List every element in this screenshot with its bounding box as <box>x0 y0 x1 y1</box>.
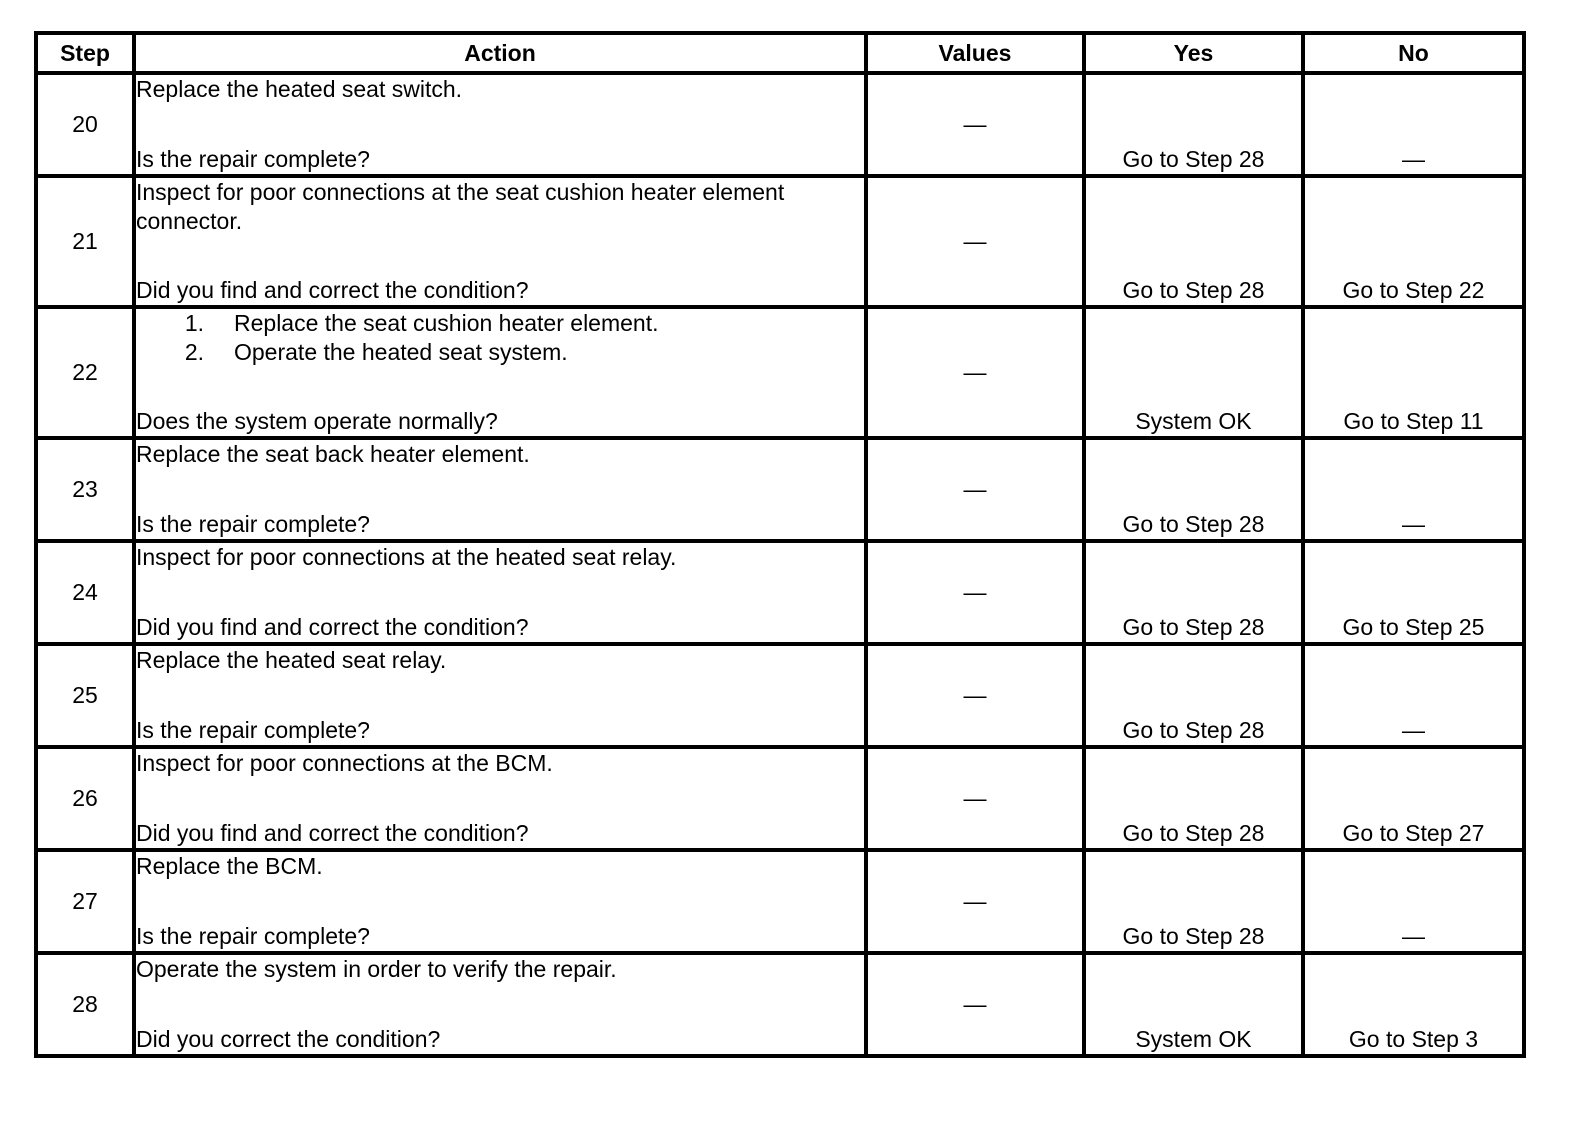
no-cell: — <box>1303 644 1524 747</box>
action-cell <box>134 176 866 307</box>
table-row <box>36 541 1524 644</box>
table-row <box>36 953 1524 1056</box>
header-yes: Yes <box>1084 33 1303 73</box>
yes-cell: Go to Step 28 <box>1084 73 1303 176</box>
action-cell <box>134 747 866 850</box>
no-cell: Go to Step 25 <box>1303 541 1524 644</box>
step-number: 27 <box>36 850 134 953</box>
action-cell <box>134 541 866 644</box>
step-number: 25 <box>36 644 134 747</box>
yes-cell: Go to Step 28 <box>1084 438 1303 541</box>
values-cell: — <box>866 850 1084 953</box>
action-text: Inspect for poor connections at the seat cushion heater element connector. <box>136 179 785 234</box>
step-number: 20 <box>36 73 134 176</box>
no-cell: Go to Step 3 <box>1303 953 1524 1056</box>
action-text: Replace the heated seat relay. <box>136 647 447 673</box>
step-number: 26 <box>36 747 134 850</box>
table-row <box>36 850 1524 953</box>
table-row <box>36 644 1524 747</box>
yes-cell: Go to Step 28 <box>1084 747 1303 850</box>
yes-cell: Go to Step 28 <box>1084 541 1303 644</box>
yes-cell: System OK <box>1084 307 1303 438</box>
table-header-row <box>36 33 1524 73</box>
values-cell: — <box>866 747 1084 850</box>
action-step-number: 2. <box>184 339 204 365</box>
values-cell: — <box>866 73 1084 176</box>
header-step: Step <box>36 33 134 73</box>
action-cell <box>134 73 866 176</box>
yes-cell: System OK <box>1084 953 1303 1056</box>
no-cell: — <box>1303 73 1524 176</box>
step-number: 21 <box>36 176 134 307</box>
action-step-text: Operate the heated seat system. <box>234 339 568 365</box>
action-text: Replace the heated seat switch. <box>136 76 463 102</box>
values-cell: — <box>866 307 1084 438</box>
no-cell: — <box>1303 438 1524 541</box>
action-question: Is the repair complete? <box>136 923 370 949</box>
action-step-list <box>136 309 864 367</box>
action-question: Is the repair complete? <box>136 511 370 537</box>
action-question: Did you find and correct the condition? <box>136 277 529 303</box>
action-cell <box>134 307 866 438</box>
action-text: Replace the seat back heater element. <box>136 441 530 467</box>
step-number: 24 <box>36 541 134 644</box>
action-question: Did you find and correct the condition? <box>136 614 529 640</box>
values-cell: — <box>866 541 1084 644</box>
table-row <box>36 73 1524 176</box>
yes-cell: Go to Step 28 <box>1084 850 1303 953</box>
action-cell <box>134 438 866 541</box>
action-step-text: Replace the seat cushion heater element. <box>234 310 659 336</box>
yes-cell: Go to Step 28 <box>1084 176 1303 307</box>
step-number: 28 <box>36 953 134 1056</box>
action-text: Replace the BCM. <box>136 853 323 879</box>
action-cell <box>134 644 866 747</box>
table-row <box>36 438 1524 541</box>
no-cell: Go to Step 27 <box>1303 747 1524 850</box>
no-cell: Go to Step 11 <box>1303 307 1524 438</box>
action-cell <box>134 850 866 953</box>
step-number: 22 <box>36 307 134 438</box>
action-text: Operate the system in order to verify the repair. <box>136 956 617 982</box>
diagnostic-table <box>34 31 1526 1058</box>
action-question: Did you find and correct the condition? <box>136 820 529 846</box>
values-cell: — <box>866 176 1084 307</box>
no-cell: Go to Step 22 <box>1303 176 1524 307</box>
action-text: Inspect for poor connections at the heated seat relay. <box>136 544 677 570</box>
table-row <box>36 747 1524 850</box>
action-question: Is the repair complete? <box>136 146 370 172</box>
no-cell: — <box>1303 850 1524 953</box>
values-cell: — <box>866 953 1084 1056</box>
step-number: 23 <box>36 438 134 541</box>
values-cell: — <box>866 644 1084 747</box>
action-cell <box>134 953 866 1056</box>
action-step-number: 1. <box>184 310 204 336</box>
header-values: Values <box>866 33 1084 73</box>
action-step-item <box>136 309 864 338</box>
action-question: Does the system operate normally? <box>136 408 498 434</box>
table-row <box>36 307 1524 438</box>
header-action: Action <box>134 33 866 73</box>
values-cell: — <box>866 438 1084 541</box>
action-text: Inspect for poor connections at the BCM. <box>136 750 553 776</box>
action-question: Did you correct the condition? <box>136 1026 441 1052</box>
header-no: No <box>1303 33 1524 73</box>
action-question: Is the repair complete? <box>136 717 370 743</box>
table-row <box>36 176 1524 307</box>
yes-cell: Go to Step 28 <box>1084 644 1303 747</box>
action-step-item <box>136 338 864 367</box>
